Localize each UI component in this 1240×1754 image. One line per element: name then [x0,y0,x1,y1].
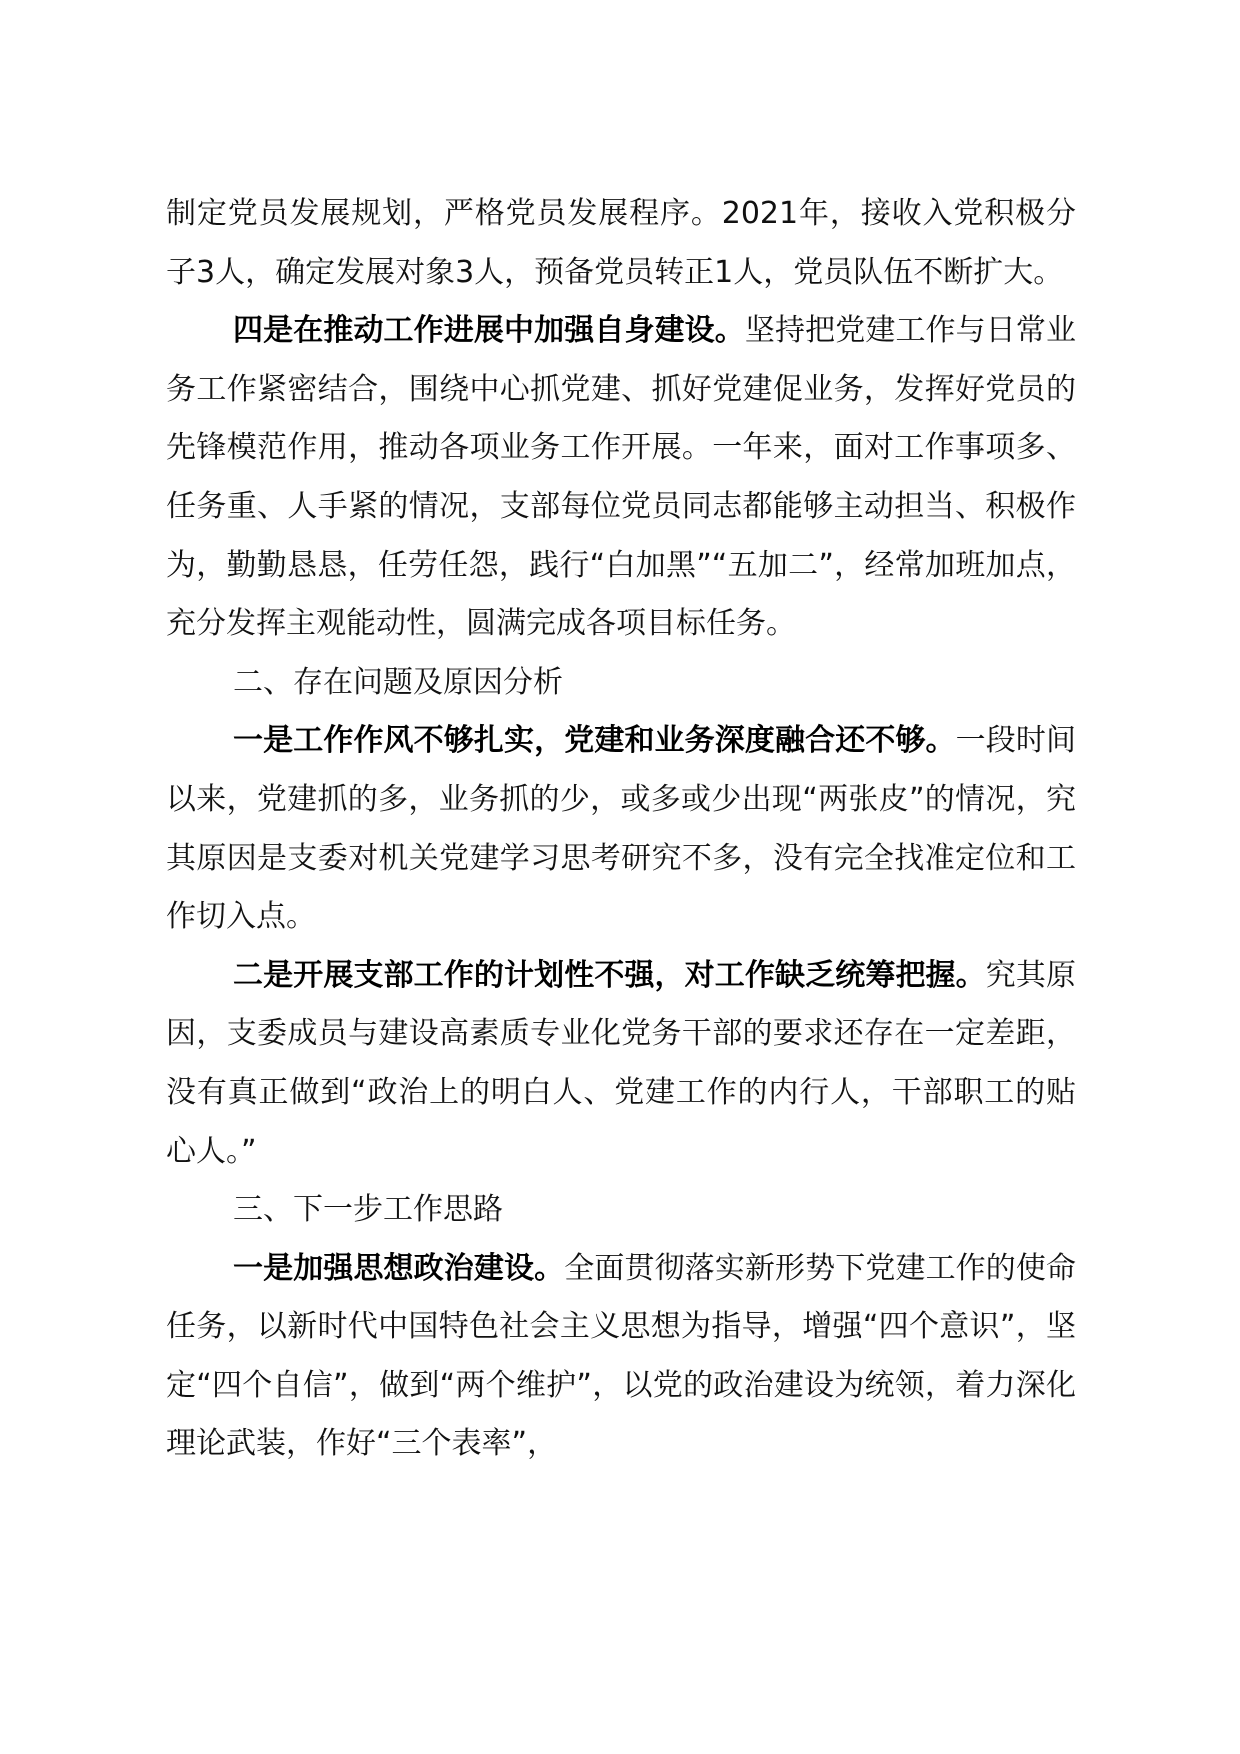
section-heading-text: 二、存在问题及原因分析 [233,664,563,700]
paragraph-text: 制定党员发展规划，严格党员发展程序。2021年，接收入党积极分子3人，确定发展对象3人，预备党员转正1人，党员队伍不断扩大。 [166,196,1076,290]
paragraph-lead: 二是开展支部工作的计划性不强，对工作缺乏统筹把握。 [233,957,986,993]
paragraph-planning [166,947,1076,1181]
paragraph-text: 究其原因，支委成员与建设高素质专业化党务干部的要求还存在一定差距，没有真正做到“政治上的明白人、党建工作的内行人，干部职工的贴心人。” [166,957,1077,1169]
paragraph-political-building [166,1240,1076,1474]
paragraph-party-member-development [166,185,1076,302]
paragraph-lead: 一是加强思想政治建设。 [233,1250,565,1286]
section-heading-next-steps [166,1181,1076,1240]
section-heading-text: 三、下一步工作思路 [233,1192,503,1228]
paragraph-lead: 四是在推动工作进展中加强自身建设。 [233,313,745,349]
section-heading-problems [166,654,1076,713]
paragraph-self-building [166,302,1076,654]
paragraph-work-style [166,712,1076,946]
paragraph-text: 坚持把党建工作与日常业务工作紧密结合，围绕中心抓党建、抓好党建促业务，发挥好党员的先锋模范作用，推动各项业务工作开展。一年来，面对工作事项多、任务重、人手紧的情况，支部每位党员同志都能够主动担当、积极作为，勤勤恳恳，任劳任怨，践行“白加黑”“五加二”，经常加班加点，充分发挥主观能动性，圆满完成各项目标任务。 [166,313,1077,642]
document-body [166,185,1076,1474]
paragraph-text: 一段时间以来，党建抓的多，业务抓的少，或多或少出现“两张皮”的情况，究其原因是支委对机关党建学习思考研究不多，没有完全找准定位和工作切入点。 [166,723,1077,935]
paragraph-lead: 一是工作作风不够扎实，党建和业务深度融合还不够。 [233,723,956,759]
paragraph-text: 全面贯彻落实新形势下党建工作的使命任务，以新时代中国特色社会主义思想为指导，增强“四个意识”，坚定“四个自信”，做到“两个维护”，以党的政治建设为统领，着力深化理论武装，作好“三个表率”， [166,1250,1077,1462]
